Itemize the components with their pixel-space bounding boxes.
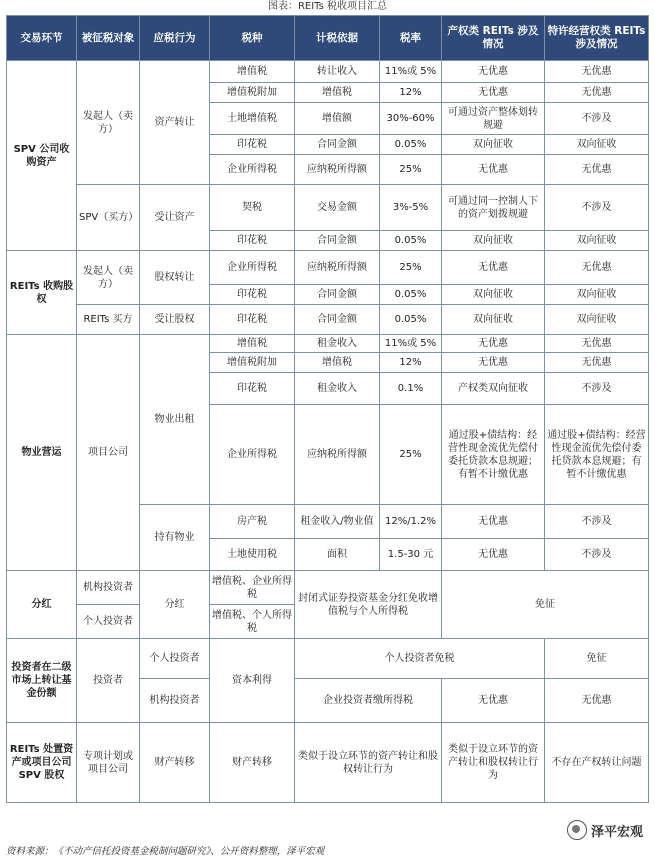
cell: 无优惠 [442, 335, 545, 353]
cell: 企业所得税 [210, 405, 295, 505]
header-cell: 被征税对象 [77, 16, 140, 61]
cell: 类似于设立环节的资产转让和股权转让行为 [295, 723, 442, 803]
cell: 12%/1.2% [380, 505, 442, 539]
table-row [7, 639, 649, 679]
header-cell: 计税依据 [295, 16, 380, 61]
cell: 无优惠 [442, 353, 545, 373]
watermark [567, 820, 643, 840]
cell: 不存在产权转让问题 [545, 723, 649, 803]
cell: 应纳税所得额 [295, 155, 380, 185]
subject-cell: 机构投资者 [140, 679, 210, 723]
cell: 增值税附加 [210, 83, 295, 103]
cell: 双向征收 [545, 305, 649, 335]
stage-cell: 物业营运 [7, 335, 77, 571]
stage-cell: REITs 收购股权 [7, 251, 77, 335]
cell: 无优惠 [545, 251, 649, 285]
cell: 25% [380, 251, 442, 285]
cell: 增值税、企业所得税 [210, 571, 295, 605]
cell: 增值额 [295, 103, 380, 135]
cell: 可通过同一控制人下的资产划拨规避 [442, 185, 545, 231]
cell: 无优惠 [545, 61, 649, 83]
watermark-text: 泽平宏观 [590, 824, 643, 840]
cell: 不涉及 [545, 539, 649, 571]
cell: 企业投资者缴所得税 [295, 679, 442, 723]
cell: 租金收入 [295, 373, 380, 405]
cell: 无优惠 [442, 251, 545, 285]
header-cell: 税率 [380, 16, 442, 61]
source-note: 资料来源：《不动产信托投资基金税制问题研究》、公开资料整理，泽平宏观 [6, 846, 325, 857]
subject-cell: 专项计划或项目公司 [77, 723, 140, 803]
subject-cell: 个人投资者 [140, 639, 210, 679]
subject-cell: 投资者 [77, 639, 140, 723]
subject-cell: SPV（买方） [77, 185, 140, 251]
cell: 30%-60% [380, 103, 442, 135]
reits-tax-table [6, 15, 649, 803]
act-cell: 股权转让 [140, 251, 210, 305]
cell: 封闭式证券投资基金分红免收增值税与个人所得税 [295, 571, 442, 639]
table-row [7, 251, 649, 285]
cell: 合同金额 [295, 285, 380, 305]
cell: 无优惠 [545, 155, 649, 185]
cell: 无优惠 [545, 83, 649, 103]
figure-title: 图表：REITs 税收项目汇总 [267, 1, 388, 12]
cell: 双向征收 [442, 135, 545, 155]
cell: 不涉及 [545, 505, 649, 539]
header-row [7, 16, 649, 61]
cell: 增值税 [295, 83, 380, 103]
cell: 0.05% [380, 231, 442, 251]
subject-cell: 项目公司 [77, 335, 140, 571]
cell: 转让收入 [295, 61, 380, 83]
cell: 不涉及 [545, 185, 649, 231]
cell: 印花税 [210, 285, 295, 305]
cell: 增值税、个人所得税 [210, 605, 295, 639]
cell: 无优惠 [442, 155, 545, 185]
cell: 双向征收 [545, 285, 649, 305]
cell: 土地使用税 [210, 539, 295, 571]
table-row [7, 305, 649, 335]
header-cell: 交易环节 [7, 16, 77, 61]
cell: 双向征收 [442, 231, 545, 251]
wechat-logo-icon [567, 820, 587, 840]
cell: 交易金额 [295, 185, 380, 231]
cell: 资本利得 [210, 639, 295, 723]
cell: 面积 [295, 539, 380, 571]
header-cell: 应税行为 [140, 16, 210, 61]
cell: 无优惠 [545, 335, 649, 353]
cell: 免征 [442, 571, 649, 639]
cell: 个人投资者免税 [295, 639, 545, 679]
table-row [7, 335, 649, 353]
header-cell: 税种 [210, 16, 295, 61]
cell: 增值税附加 [210, 353, 295, 373]
cell: 0.05% [380, 135, 442, 155]
cell: 印花税 [210, 231, 295, 251]
subject-cell: 发起人（卖方） [77, 251, 140, 305]
cell: 无优惠 [442, 679, 545, 723]
cell: 双向征收 [545, 231, 649, 251]
cell: 土地增值税 [210, 103, 295, 135]
cell: 0.05% [380, 285, 442, 305]
subject-cell: REITs 买方 [77, 305, 140, 335]
cell: 印花税 [210, 135, 295, 155]
cell: 租金收入/物业值 [295, 505, 380, 539]
table-row [7, 723, 649, 803]
header-cell: 产权类 REITs 涉及情况 [442, 16, 545, 61]
act-cell: 受让资产 [140, 185, 210, 251]
cell: 租金收入 [295, 335, 380, 353]
cell: 企业所得税 [210, 155, 295, 185]
cell: 无优惠 [545, 679, 649, 723]
cell: 25% [380, 155, 442, 185]
cell: 类似于设立环节的资产转让和股权转让行为 [442, 723, 545, 803]
cell: 通过股+债结构：经营性现金流优先偿付委托贷款本息规避；有暂不计缴优惠 [442, 405, 545, 505]
cell: 通过股+债结构：经营性现金流优先偿付委托贷款本息规避；有暂不计缴优惠 [545, 405, 649, 505]
cell: 不涉及 [545, 103, 649, 135]
subject-cell: 机构投资者 [77, 571, 140, 605]
cell: 企业所得税 [210, 251, 295, 285]
act-cell: 持有物业 [140, 505, 210, 571]
table-row [7, 61, 649, 83]
cell: 增值税 [210, 335, 295, 353]
cell: 无优惠 [442, 61, 545, 83]
cell: 合同金额 [295, 135, 380, 155]
cell: 双向征收 [442, 285, 545, 305]
table-row [7, 571, 649, 605]
act-cell: 财产转移 [140, 723, 210, 803]
cell: 合同金额 [295, 231, 380, 251]
cell: 房产税 [210, 505, 295, 539]
cell: 增值税 [210, 61, 295, 83]
stage-cell: SPV 公司收购资产 [7, 61, 77, 251]
cell: 应纳税所得额 [295, 405, 380, 505]
cell: 3%-5% [380, 185, 442, 231]
cell: 免征 [545, 639, 649, 679]
cell: 无优惠 [545, 353, 649, 373]
stage-cell: 投资者在二级市场上转让基金份额 [7, 639, 77, 723]
cell: 11%或 5% [380, 335, 442, 353]
cell: 25% [380, 405, 442, 505]
subject-cell: 个人投资者 [77, 605, 140, 639]
subject-cell: 发起人（卖方） [77, 61, 140, 185]
cell: 0.1% [380, 373, 442, 405]
cell: 合同金额 [295, 305, 380, 335]
cell: 无优惠 [442, 539, 545, 571]
cell: 财产转移 [210, 723, 295, 803]
cell: 1.5-30 元 [380, 539, 442, 571]
cell: 产权类双向征收 [442, 373, 545, 405]
cell: 契税 [210, 185, 295, 231]
cell: 双向征收 [545, 135, 649, 155]
cell: 印花税 [210, 373, 295, 405]
act-cell: 受让股权 [140, 305, 210, 335]
act-cell: 资产转让 [140, 61, 210, 185]
cell: 可通过资产整体划转规避 [442, 103, 545, 135]
act-cell: 物业出租 [140, 335, 210, 505]
stage-cell: 分红 [7, 571, 77, 639]
cell: 12% [380, 83, 442, 103]
act-cell: 分红 [140, 571, 210, 639]
cell: 11%或 5% [380, 61, 442, 83]
cell: 无优惠 [442, 83, 545, 103]
table-row [7, 185, 649, 231]
cell: 不涉及 [545, 373, 649, 405]
cell: 印花税 [210, 305, 295, 335]
cell: 0.05% [380, 305, 442, 335]
stage-cell: REITs 处置资产或项目公司 SPV 股权 [7, 723, 77, 803]
cell: 增值税 [295, 353, 380, 373]
cell: 应纳税所得额 [295, 251, 380, 285]
header-cell: 特许经营权类 REITs 涉及情况 [545, 16, 649, 61]
cell: 无优惠 [442, 505, 545, 539]
cell: 双向征收 [442, 305, 545, 335]
cell: 12% [380, 353, 442, 373]
